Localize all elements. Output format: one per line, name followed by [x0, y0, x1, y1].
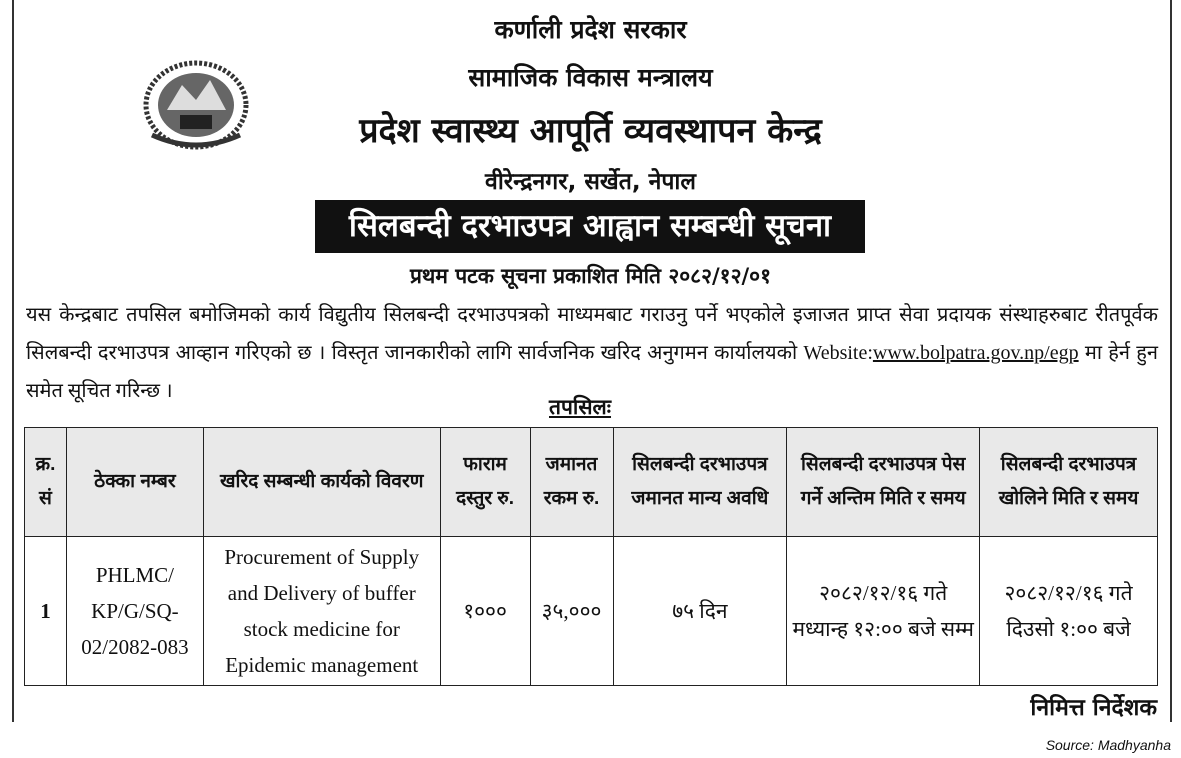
table-row	[25, 537, 1158, 686]
schedule-label: तपसिलः	[549, 395, 612, 419]
source-credit: Source: Madhyanha	[1045, 737, 1171, 753]
website-link[interactable]: www.bolpatra.gov.np/egp	[872, 342, 1079, 364]
province-government: कर्णाली प्रदेश सरकार	[494, 15, 687, 44]
notice-title-banner: सिलबन्दी दरभाउपत्र आह्वान सम्बन्धी सूचना	[315, 200, 865, 253]
header-opening-date: सिलबन्दी दरभाउपत्र खोलिने मिति र समय	[980, 428, 1158, 537]
cell-bid-security: ३५,०००	[530, 537, 613, 686]
cell-description: Procurement of Supply and Delivery of buffer stock medicine for Epidemic management	[203, 537, 440, 686]
signatory: निमित्त निर्देशक	[1030, 695, 1157, 721]
paragraph-text: यस केन्द्रबाट तपसिल बमोजिमको कार्य विद्युतीय सिलबन्दी दरभाउपत्रको माध्यमबाट गराउनु पर्ने भएकोले इजाजत प्राप्त सेवा प्रदायक संस्थाहरुबाट रीतपूर्वक सिलबन्दी दरभाउपत्र आव्हान गरिएको छ । विस्तृत जानकारीको लागि सार्वजनिक खरिद अनुगमन कार्यालयको Website:	[26, 304, 1158, 364]
paragraph-text-end: मा हेर्न हुन समेत सूचित गरिन्छ ।	[26, 342, 1158, 402]
office-address: वीरेन्द्रनगर, सर्खेत, नेपाल	[485, 169, 696, 195]
cell-submission-deadline: २०८२/१२/१६ गते मध्यान्ह १२:०० बजे सम्म	[787, 537, 980, 686]
cell-opening-date: २०८२/१२/१६ गते दिउसो १:०० बजे	[980, 537, 1158, 686]
ministry-name: सामाजिक विकास मन्त्रालय	[468, 63, 713, 92]
cell-sn: 1	[25, 537, 67, 686]
header-validity: सिलबन्दी दरभाउपत्र जमानत मान्य अवधि	[613, 428, 787, 537]
header-contract-no: ठेक्का नम्बर	[66, 428, 203, 537]
cell-form-fee: १०००	[440, 537, 530, 686]
header-description: खरिद सम्बन्धी कार्यको विवरण	[203, 428, 440, 537]
header-submission-deadline: सिलबन्दी दरभाउपत्र पेस गर्ने अन्तिम मिति र समय	[787, 428, 980, 537]
office-name: प्रदेश स्वास्थ्य आपूर्ति व्यवस्थापन केन्द्र	[359, 111, 822, 151]
cell-validity: ७५ दिन	[613, 537, 787, 686]
header-form-fee: फाराम दस्तुर रु.	[440, 428, 530, 537]
tender-table	[24, 427, 1158, 686]
header-bid-security: जमानत रकम रु.	[530, 428, 613, 537]
table-header-row	[25, 428, 1158, 537]
header-sn: क्र. सं	[25, 428, 67, 537]
publish-date: प्रथम पटक सूचना प्रकाशित मिति २०८२/१२/०१	[409, 264, 772, 288]
cell-contract-no: PHLMC/ KP/G/SQ- 02/2082-083	[66, 537, 203, 686]
